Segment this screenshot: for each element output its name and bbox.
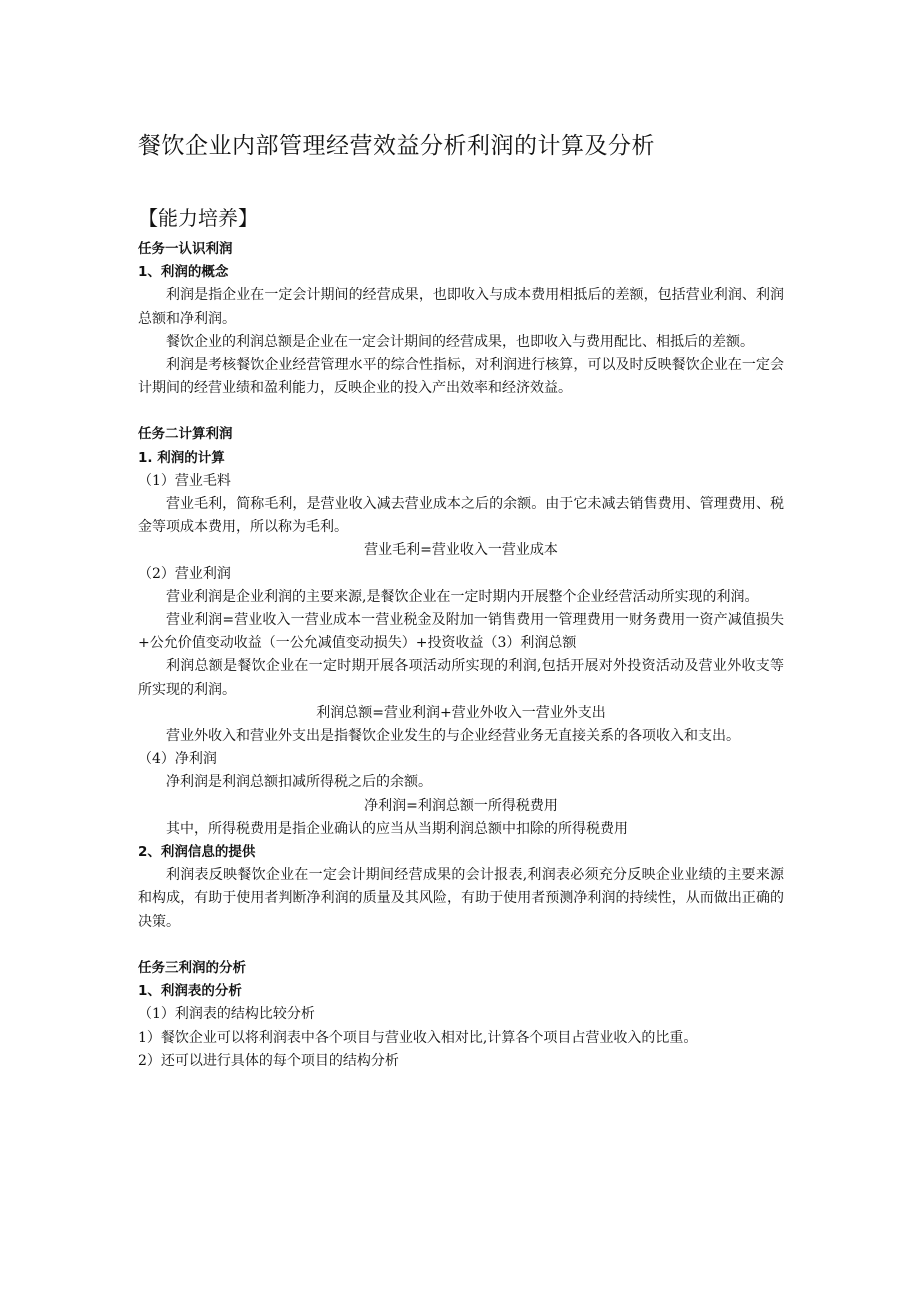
- task2-income-tax-paragraph: 其中，所得税费用是指企业确认的应当从当期利润总额中扣除的所得税费用: [166, 820, 628, 837]
- task1-heading: 任务一认识利润: [138, 241, 233, 257]
- task3-item-structure: （1）利润表的结构比较分析: [138, 1006, 315, 1023]
- task1-paragraph-1: 利润是指企业在一定会计期间的经营成果，也即收入与成本费用相抵后的差额，包括营业利润、利润总额和净利润。: [138, 287, 784, 327]
- task2-subheading-profit-info: 2、利润信息的提供: [138, 844, 256, 861]
- task2-total-profit-paragraph: 利润总额是餐饮企业在一定时期开展各项活动所实现的利润,包括开展对外投资活动及营业外收支等所实现的利润。: [138, 658, 784, 698]
- task3-list-item-2: 2）还可以进行具体的每个项目的结构分析: [138, 1052, 399, 1069]
- task3-subheading-statement: 1、利润表的分析: [138, 983, 242, 1000]
- task2-non-operating-paragraph: 营业外收入和营业外支出是指餐饮企业发生的与企业经营业务无直接关系的各项收入和支出。: [166, 728, 740, 745]
- task2-operating-profit-formula: 营业利润=营业收入一营业成本一营业税金及附加一销售费用一管理费用一财务费用一资产减值损失+公允价值变动收益（一公允减值变动损失）+投资收益（3）利润总额: [138, 612, 784, 652]
- task2-net-profit-formula: 净利润=利润总额一所得税费用: [364, 797, 558, 814]
- document-body: [138, 238, 784, 1073]
- document-title: 餐饮企业内部管理经营效益分析利润的计算及分析: [138, 133, 655, 159]
- task2-total-profit-formula: 利润总额=营业利润+营业外收入一营业外支出: [316, 704, 606, 721]
- task2-operating-profit-paragraph: 营业利润是企业利润的主要来源,是餐饮企业在一定时期内开展整个企业经营活动所实现的利润。: [166, 588, 759, 605]
- task2-item-net-profit: （4）净利润: [138, 751, 217, 768]
- task2-net-profit-paragraph: 净利润是利润总额扣减所得税之后的余额。: [166, 774, 432, 791]
- task2-subheading-calculation: 1. 利润的计算: [138, 449, 225, 466]
- task1-paragraph-2: 餐饮企业的利润总额是企业在一定会计期间的经营成果，也即收入与费用配比、相抵后的差额。: [166, 333, 754, 350]
- task2-item-operating-profit: （2）营业利润: [138, 565, 231, 582]
- task2-profit-info-paragraph: 利润表反映餐饮企业在一定会计期间经营成果的会计报表,利润表必须充分反映企业业绩的主要来源和构成，有助于使用者判断净利润的质量及其风险，有助于使用者预测净利润的持续性，从而做出正确的决策。: [138, 867, 784, 930]
- task1-subheading-concept: 1、利润的概念: [138, 264, 229, 281]
- task2-heading: 任务二计算利润: [138, 426, 233, 443]
- task3-heading: 任务三利润的分析: [138, 959, 246, 976]
- task2-item-gross-margin: （1）营业毛料: [138, 472, 231, 489]
- task2-gross-margin-formula: 营业毛利=营业收入一营业成本: [364, 542, 558, 559]
- task2-gross-margin-paragraph: 营业毛利，简称毛利，是营业收入减去营业成本之后的余额。由于它未减去销售费用、管理费用、税金等项成本费用，所以称为毛利。: [138, 496, 784, 536]
- task1-paragraph-3: 利润是考核餐饮企业经营管理水平的综合性指标，对利润进行核算，可以及时反映餐饮企业在一定会计期间的经营业绩和盈利能力，反映企业的投入产出效率和经济效益。: [138, 357, 784, 397]
- section-mark-ability: 【能力培养】: [138, 206, 258, 230]
- task3-list-item-1: 1）餐饮企业可以将利润表中各个项目与营业收入相对比,计算各个项目占营业收入的比重。: [138, 1029, 698, 1046]
